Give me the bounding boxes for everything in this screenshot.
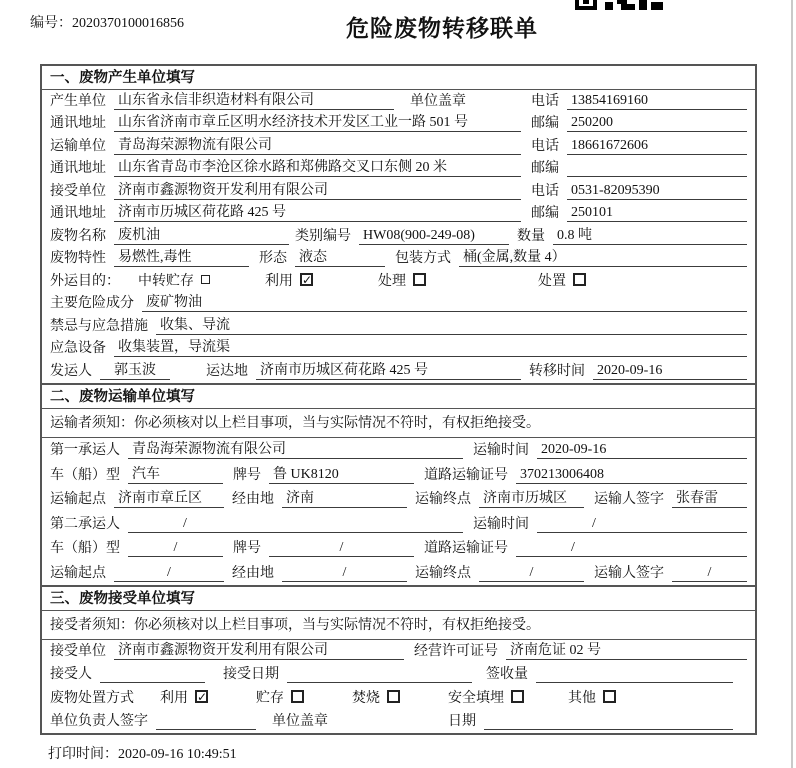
option-disposal-recycle	[160, 687, 208, 707]
print-time-line	[48, 743, 796, 763]
transfer-purpose-label: 外运目的：	[50, 273, 120, 289]
second-terminal-label: 运输终点	[415, 566, 471, 582]
transporter-phone-value: 18661672606	[567, 138, 747, 155]
second-transport-date-value: /	[537, 516, 747, 533]
second-road-permit-value: /	[516, 540, 747, 557]
form-state-value: 液态	[295, 246, 385, 267]
emergency-equipment-value: 收集装置，导流渠	[114, 336, 747, 357]
category-code-label: 类别编号	[295, 228, 351, 244]
emergency-measures-label: 禁忌与应急措施	[50, 318, 148, 334]
row-receiver-address	[42, 203, 755, 226]
row-second-route	[42, 560, 755, 585]
receive-date-label: 接受日期	[223, 667, 279, 683]
print-time-value: 2020-09-16 10:49:51	[118, 746, 237, 762]
terminal-value: 济南市历城区	[479, 487, 584, 508]
waste-property-value: 易燃性,毒性	[114, 246, 249, 267]
transporter-address-value: 山东省青岛市李沧区徐水路和郑佛路交叉口东侧 20 米	[114, 156, 521, 177]
checkbox-disposal-landfill	[511, 690, 524, 703]
license-no-label: 经营许可证号	[414, 644, 498, 660]
transporter-zip-label: 邮编	[531, 161, 559, 176]
row-disposal-method	[42, 686, 755, 709]
row-consignor	[42, 360, 755, 383]
checkbox-disposal-storage	[291, 690, 304, 703]
receiver-stamp-label: 单位盖章	[272, 713, 328, 729]
transport-date-value: 2020-09-16	[537, 442, 747, 459]
destination-label: 运达地	[206, 363, 248, 379]
option-disposal-landfill	[448, 687, 524, 707]
second-plate-number-label: 牌号	[233, 541, 261, 557]
destination-value: 济南市历城区荷花路 425 号	[256, 359, 521, 380]
page-title: 危险废物转移联单	[346, 15, 538, 41]
row-receive-unit	[42, 640, 755, 663]
second-vehicle-type-label: 车（船）型	[50, 541, 120, 557]
section-receiver	[40, 585, 757, 735]
second-carrier-sign-label: 运输人签字	[594, 566, 664, 582]
second-carrier-label: 第二承运人	[50, 516, 120, 532]
hazardous-component-label: 主要危险成分	[50, 296, 134, 311]
row-receiver-person	[42, 663, 755, 686]
window-edge	[791, 0, 793, 768]
received-amount-value	[536, 666, 733, 683]
checkbox-transit-storage	[201, 275, 210, 284]
origin-value: 济南市章丘区	[114, 487, 224, 508]
unit-stamp-label: 单位盖章	[410, 93, 466, 109]
transporter-unit-label: 运输单位	[50, 138, 106, 154]
option-disposal-recycle-label: 利用	[160, 690, 188, 706]
section-generator-title: 一、废物产生单位填写	[42, 66, 755, 90]
receiver-unit-label: 接受单位	[50, 183, 106, 199]
option-recycle	[265, 270, 313, 290]
row-hazardous-component	[42, 293, 755, 316]
option-disposal	[538, 270, 586, 290]
vehicle-type-label: 车（船）型	[50, 467, 120, 483]
section-transporter-title: 二、废物运输单位填写	[42, 385, 755, 409]
receiver-unit-value: 济南市鑫源物资开发利用有限公司	[114, 179, 521, 200]
transfer-form	[40, 64, 757, 735]
row-second-carrier	[42, 511, 755, 536]
receive-sign-date-label: 日期	[448, 713, 476, 729]
row-vehicle	[42, 462, 755, 487]
second-origin-value: /	[114, 565, 224, 582]
option-disposal-incinerate	[352, 687, 400, 707]
packaging-label: 包装方式	[395, 251, 451, 266]
checkbox-recycle: ✓	[302, 273, 313, 287]
generator-address-label: 通讯地址	[50, 116, 106, 131]
receive-unit-label: 接受单位	[50, 644, 106, 660]
second-transport-date-label: 运输时间	[473, 516, 529, 532]
quantity-label: 数量	[517, 228, 545, 244]
consignor-value: 郭玉波	[100, 359, 170, 380]
option-disposal-storage	[256, 687, 304, 707]
origin-label: 运输起点	[50, 492, 106, 508]
receiver-zip-value: 250101	[567, 205, 747, 222]
option-disposal-storage-label: 贮存	[256, 690, 284, 706]
generator-phone-label: 电话	[531, 93, 559, 109]
transporter-address-label: 通讯地址	[50, 161, 106, 176]
disposal-method-label: 废物处置方式	[50, 690, 134, 706]
row-waste-property	[42, 248, 755, 271]
checkbox-disposal-recycle: ✓	[197, 690, 208, 705]
carrier-sign-value: 张春雷	[672, 487, 747, 508]
option-recycle-label: 利用	[265, 273, 293, 289]
first-carrier-value: 青岛海荣源物流有限公司	[128, 438, 463, 459]
consignor-label: 发运人	[50, 363, 92, 379]
carrier-sign-label: 运输人签字	[594, 492, 664, 508]
option-disposal-incinerate-label: 焚烧	[352, 690, 380, 706]
transporter-notice: 运输者须知：你必须核对以上栏目事项，当与实际情况不符时，有权拒绝接受。	[42, 409, 755, 438]
print-time-label: 打印时间：	[48, 746, 118, 762]
second-terminal-value: /	[479, 565, 584, 582]
row-generator-address	[42, 113, 755, 136]
emergency-equipment-label: 应急设备	[50, 341, 106, 356]
receiver-notice: 接受者须知：你必须核对以上栏目事项，当与实际情况不符时，有权拒绝接受。	[42, 611, 755, 640]
transfer-date-label: 转移时间	[529, 363, 585, 379]
second-carrier-sign-value: /	[672, 565, 747, 582]
second-vehicle-type-value: /	[128, 540, 223, 557]
receiver-address-label: 通讯地址	[50, 206, 106, 221]
transporter-zip-value	[567, 160, 747, 177]
category-code-value: HW08(900-249-08)	[359, 228, 509, 245]
receiver-phone-value: 0531-82095390	[567, 183, 747, 200]
second-plate-number-value: /	[269, 540, 414, 557]
road-permit-value: 370213006408	[516, 467, 747, 484]
transfer-date-value: 2020-09-16	[593, 363, 747, 380]
quantity-value: 0.8 吨	[553, 224, 747, 245]
generator-zip-label: 邮编	[531, 116, 559, 131]
receive-unit-value: 济南市鑫源物资开发利用有限公司	[114, 639, 404, 660]
option-disposal-landfill-label: 安全填埋	[448, 690, 504, 706]
second-via-label: 经由地	[232, 566, 274, 582]
receiver-phone-label: 电话	[531, 183, 559, 199]
receive-sign-date-value	[484, 713, 733, 730]
transporter-phone-label: 电话	[531, 138, 559, 154]
row-receiver-unit	[42, 180, 755, 203]
form-state-label: 形态	[259, 251, 287, 266]
transporter-unit-value: 青岛海荣源物流有限公司	[114, 134, 521, 155]
second-via-value: /	[282, 565, 407, 582]
road-permit-label: 道路运输证号	[424, 467, 508, 483]
form-header	[0, 0, 796, 64]
option-transit-storage	[138, 270, 210, 290]
row-emergency-equipment	[42, 338, 755, 361]
row-waste-name	[42, 225, 755, 248]
checkbox-disposal-other	[603, 690, 616, 703]
license-no-value: 济南危证 02 号	[506, 639, 747, 660]
section-receiver-title: 三、废物接受单位填写	[42, 587, 755, 611]
section-transporter	[40, 383, 757, 588]
option-disposal-label: 处置	[538, 273, 566, 289]
via-label: 经由地	[232, 492, 274, 508]
receive-date-value	[287, 666, 472, 683]
section-generator	[40, 64, 757, 385]
via-value: 济南	[282, 487, 407, 508]
row-transporter-address	[42, 158, 755, 181]
plate-number-label: 牌号	[233, 467, 261, 483]
row-emergency-measures	[42, 315, 755, 338]
receiver-address-value: 济南市历城区荷花路 425 号	[114, 201, 521, 222]
first-carrier-label: 第一承运人	[50, 443, 120, 459]
row-transporter-unit	[42, 135, 755, 158]
packaging-value: 桶(金属,数量 4）	[459, 246, 747, 267]
generator-address-value: 山东省济南市章丘区明水经济技术开发区工业一路 501 号	[114, 111, 521, 132]
checkbox-treatment	[413, 273, 426, 286]
emergency-measures-value: 收集、导流	[156, 314, 747, 335]
generator-zip-value: 250200	[567, 115, 747, 132]
responsible-sign-label: 单位负责人签字	[50, 713, 148, 729]
receiver-person-value	[100, 666, 205, 683]
second-carrier-value: /	[128, 516, 463, 533]
hazardous-component-value: 废矿物油	[142, 291, 747, 312]
transport-date-label: 运输时间	[473, 443, 529, 459]
receiver-zip-label: 邮编	[531, 206, 559, 221]
waste-name-value: 废机油	[114, 224, 289, 245]
row-first-carrier	[42, 438, 755, 463]
option-treatment	[378, 270, 426, 290]
plate-number-value: 鲁 UK8120	[269, 463, 414, 484]
checkbox-disposal	[573, 273, 586, 286]
second-road-permit-label: 道路运输证号	[424, 541, 508, 557]
responsible-sign-value	[156, 713, 256, 730]
vehicle-type-value: 汽车	[128, 463, 223, 484]
checkbox-disposal-incinerate	[387, 690, 400, 703]
received-amount-label: 签收量	[486, 667, 528, 683]
generator-unit-value: 山东省永信非织造材料有限公司	[114, 89, 394, 110]
row-generator-unit	[42, 90, 755, 113]
waste-name-label: 废物名称	[50, 228, 106, 244]
waste-property-label: 废物特性	[50, 251, 106, 266]
option-transit-storage-label: 中转贮存	[138, 273, 194, 289]
serial-number-line	[30, 12, 184, 32]
serial-number-label: 编号：	[30, 16, 72, 31]
serial-number-value: 2020370100016856	[72, 16, 184, 31]
row-second-vehicle	[42, 536, 755, 561]
row-transfer-purpose	[42, 270, 755, 293]
generator-phone-value: 13854169160	[567, 93, 747, 110]
terminal-label: 运输终点	[415, 492, 471, 508]
generator-unit-label: 产生单位	[50, 93, 106, 109]
option-disposal-other-label: 其他	[568, 690, 596, 706]
row-responsible-sign	[42, 710, 755, 733]
option-treatment-label: 处理	[378, 273, 406, 289]
option-disposal-other	[568, 687, 616, 707]
receiver-person-label: 接受人	[50, 667, 92, 683]
row-route	[42, 487, 755, 512]
second-origin-label: 运输起点	[50, 566, 106, 582]
